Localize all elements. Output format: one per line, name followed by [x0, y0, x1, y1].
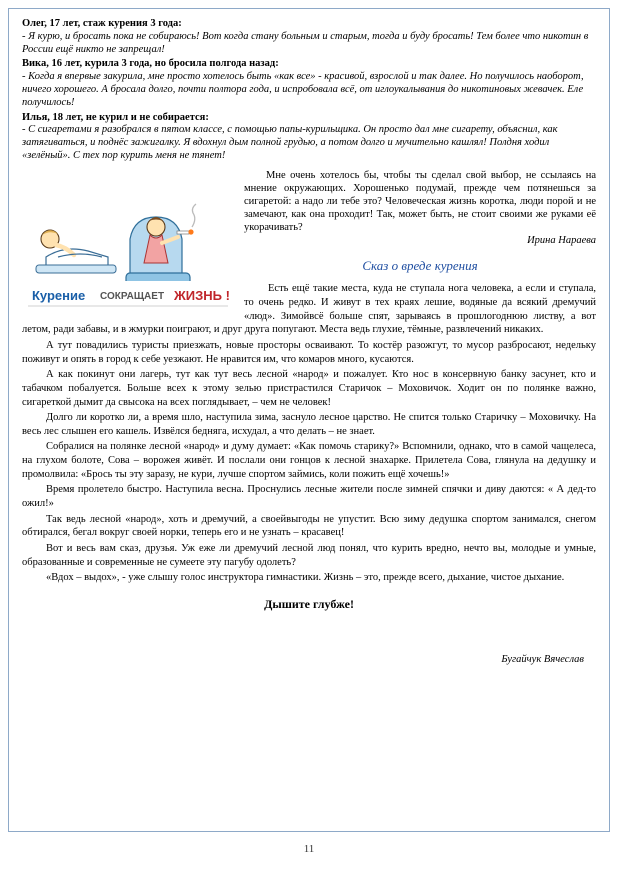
closing-call: Дышите глубже!	[264, 596, 354, 611]
svg-text:СОКРАЩАЕТ: СОКРАЩАЕТ	[100, 290, 165, 302]
lead-signature: Ирина Нараева	[527, 235, 596, 247]
story-paragraph: А тут повадились туристы приезжать, новые просторы осваивают. То костёр разожгут, то мусор разбросают, недельку поживут и опять в город к себе уезжают. Не нравится им, что комаров много, кусаются.	[22, 339, 596, 365]
interview-text: - Когда я впервые закурила, мне просто хотелось быть «как все» - красивой, взрослой и так далее. Но получилось наоборот, ничего хорошего. А бросала долго, почти полтора года, и испробовала всё, от иглоукалывания до никотиновых жевачек. Еле получилось!	[22, 71, 584, 108]
story-paragraph: Долго ли коротко ли, а время шло, наступила зима, заснуло лесное царство. Не спится только Старичку – Моховичку. На весь лес слышен его кашель. Извёлся бедняга, исхудал, а что делать – не знает.	[22, 412, 596, 437]
page-number: 11	[303, 843, 315, 855]
story-author: Бугайчук Вячеслав	[501, 653, 584, 665]
story-paragraph: Время пролетело быстро. Наступила весна. Проснулись лесные жители после зимней спячки и диву даются: « А дед-то ожил!»	[22, 484, 596, 509]
interview-item	[22, 58, 596, 109]
story-paragraph: Вот и весь вам сказ, друзья. Уж еже ли дремучий лесной люд понял, что курить вредно, нечто вы, молодые и умные, образованные и современные не сумеете эту пагубу одолеть?	[22, 542, 596, 568]
interview-text: - С сигаретами я разобрался в пятом классе, с помощью папы-курильщика. Он просто дал мне сигарету, объяснил, как затягиваться, и поднёс зажигалку. Я вдохнул дым полной грудью, а потом долго и мучительно кашлял! Полдня ходил «зелёный». С тех пор курить меня не тянет!	[22, 124, 558, 161]
cartoon-illustration	[22, 169, 234, 317]
interview-text: - Я курю, и бросать пока не собираюсь! Вот когда стану больным и старым, тогда и буду бросать! Тем более что никотин в России ещё никто не запрещал!	[22, 30, 589, 55]
lead-section	[22, 169, 596, 665]
story-paragraph: Собралися на полянке лесной «народ» и думу думает: «Как помочь старику?» Вспомнили, однако, что в самой чащелеса, на глухом болоте, Сова – ворожея живёт. И послали они гонцов к лесной знахарке. Прилетела Сова, глянула на дедушку и промолвила: «Брось ты эту заразу, не кури, лучше спортом займись, коли пожить ещё хочешь!»	[22, 441, 596, 480]
story-paragraph: Есть ещё такие места, куда не ступала нога человека, а если и ступала, то очень редко. И живут в тех краях лешие, водяные да всякий дремучий «люд». Зимойвсё больше спят, зарываясь в прошлогоднюю листву, а вот летом, ради забавы, и в жмурки поиграют, и друг друга попугают. Места ведь глухие, тёмные, развлечений никаких.	[22, 283, 596, 336]
svg-text:Курение: Курение	[32, 287, 86, 303]
lead-paragraph: Мне очень хотелось бы, чтобы ты сделал свой выбор, не ссылаясь на мнение окружающих. Хорошенько подумай, прежде чем потянешься за сигаретой: а надо ли тебе это? Человеческая жизнь коротка, люди порой и не замечают, как она проходит! Так, может быть, не стоит своими же руками её укорачивать?	[244, 169, 596, 234]
interview-name: Олег, 17 лет, стаж курения 3 года:	[22, 18, 182, 29]
story-paragraph: «Вдох – выдох», - уже слышу голос инструктора гимнастики. Жизнь – это, прежде всего, дыхание, чистое дыхание.	[46, 572, 565, 584]
story-body	[22, 282, 596, 584]
story-title: Сказ о вреде курения	[362, 258, 478, 274]
interview-item	[22, 18, 596, 56]
interviews-section	[22, 18, 596, 163]
interview-item	[22, 112, 596, 163]
page-content	[22, 18, 596, 665]
interview-name: Илья, 18 лет, не курил и не собирается:	[22, 111, 209, 123]
story-paragraph: А как покинут они лагерь, тут как тут весь лесной «народ» и пожалует. Кто нос в консервную банку засунет, кто и табачком побалуется. Больше всех к этому зелью пристрастился Старичок – Моховичок. Ходит он по полянке важно, сигареткой дымит да свысока на всех поглядывает, – чем не человек!	[22, 369, 596, 408]
story-paragraph: Так ведь лесной «народ», хоть и дремучий, а своейвыгоды не упустит. Всю зиму дедушка спортом занимался, снегом обтирался, бегал вокруг своей норки, теперь его и не узнать – красавец!	[22, 513, 596, 539]
svg-text:ЖИЗНЬ !: ЖИЗНЬ !	[174, 287, 230, 303]
interview-name: Вика, 16 лет, курила 3 года, но бросила полгода назад:	[22, 58, 279, 70]
